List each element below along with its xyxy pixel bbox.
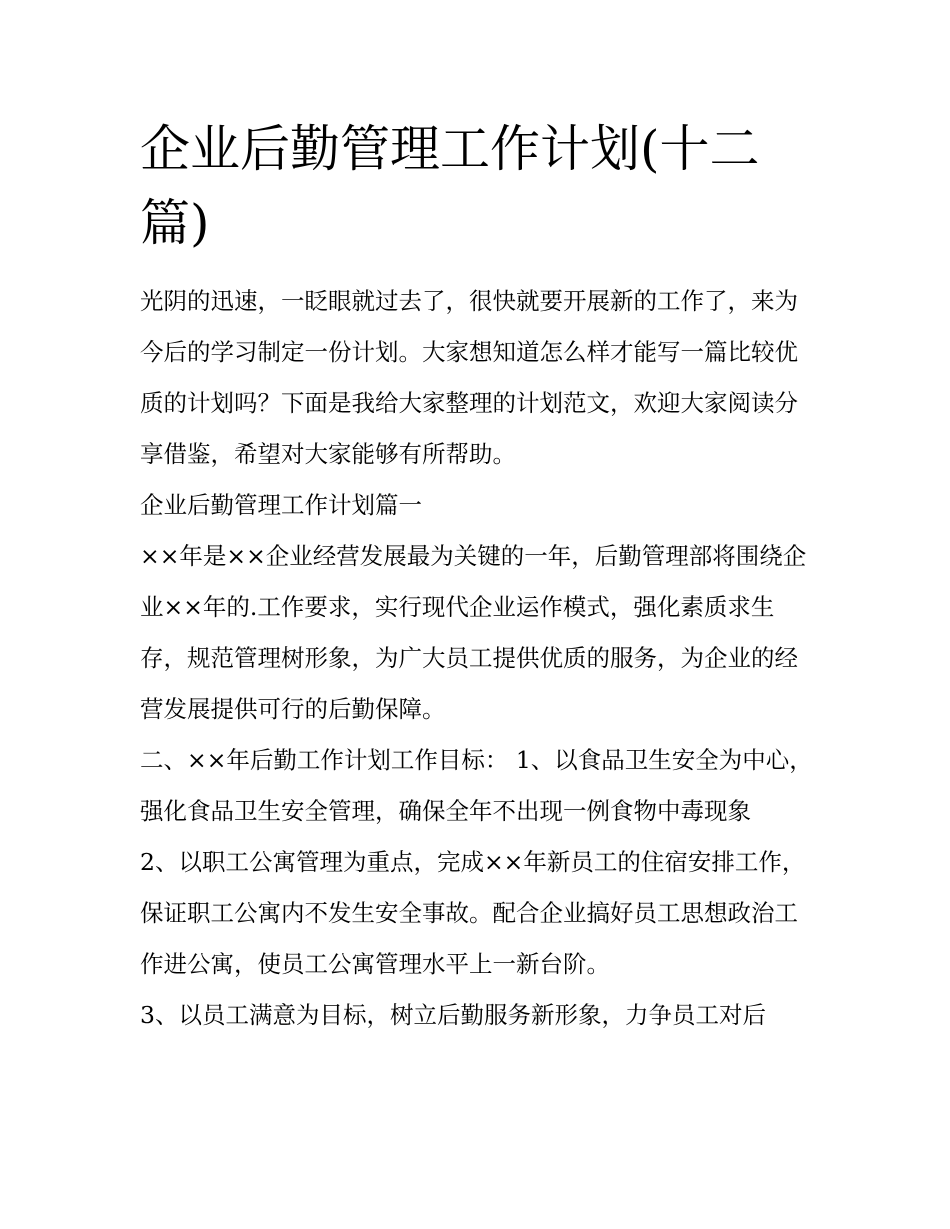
body-paragraph: ××年是××企业经营发展最为关键的一年，后勤管理部将围绕企业××年的.工作要求，实行现代企业运作模式，强化素质求生存，规范管理树形象，为广大员工提供优质的服务，为企业的经营发展提供可行的后勤保障。 <box>140 542 807 723</box>
intro-paragraph: 光阴的迅速，一眨眼就过去了，很快就要开展新的工作了，来为今后的学习制定一份计划。大家想知道怎么样才能写一篇比较优质的计划吗？下面是我给大家整理的计划范文，欢迎大家阅读分享借鉴，希望对大家能够有所帮助。 <box>140 287 798 468</box>
goal-paragraph-3: 3、以员工满意为目标，树立后勤服务新形象，力争员工对后 <box>140 1001 766 1029</box>
section-heading: 企业后勤管理工作计划篇一 <box>140 491 422 519</box>
goal-paragraph-2: 2、以职工公寓管理为重点，完成××年新员工的住宿安排工作，保证职工公寓内不发生安全事故。配合企业搞好员工思想政治工作进公寓，使员工公寓管理水平上一新台阶。 <box>140 848 806 978</box>
document-body <box>140 276 820 1041</box>
document-title: 企业后勤管理工作计划(十二篇) <box>140 120 760 252</box>
goal-paragraph-1: 二、××年后勤工作计划工作目标： 1、以食品卫生安全为中心，强化食品卫生安全管理，确保全年不出现一例食物中毒现象 <box>140 746 813 825</box>
